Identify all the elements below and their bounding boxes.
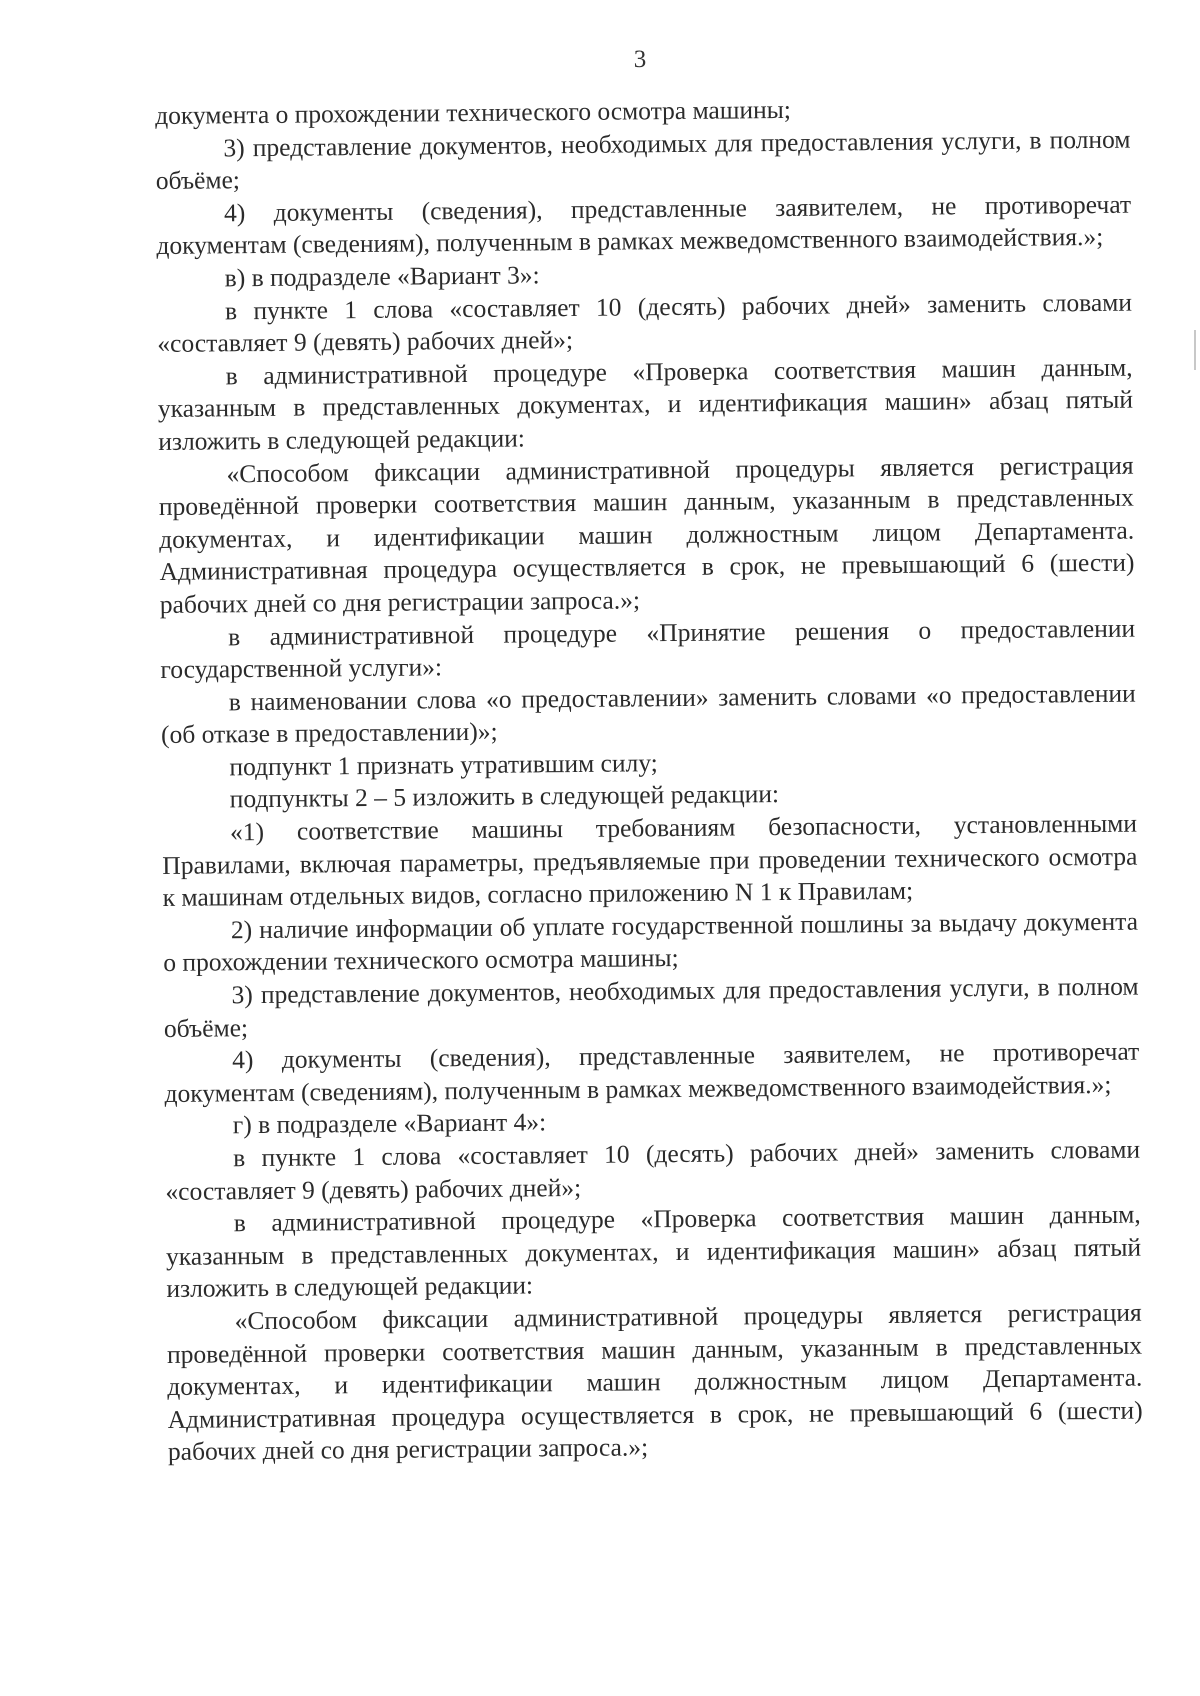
paragraph: в пункте 1 слова «составляет 10 (десять) рабочих дней» заменить словами «составляет 9 (девять) рабочих дней»; <box>157 287 1133 359</box>
paragraph: в административной процедуре «Проверка соответствия машин данным, указанным в представленных документах, и идентификация машин» абзац пятый изложить в следующей редакции: <box>157 352 1134 456</box>
paragraph: в наименовании слова «о предоставлении» заменить словами «о предоставлении (об отказе в предоставлении)»; <box>160 678 1136 750</box>
document-body <box>155 91 1143 1469</box>
paragraph: 3) представление документов, необходимых для предоставления услуги, в полном объёме; <box>163 971 1139 1043</box>
scan-edge-mark <box>1194 330 1196 370</box>
paragraph: 3) представление документов, необходимых для предоставления услуги, в полном объёме; <box>155 124 1131 196</box>
page-number: 3 <box>633 46 647 73</box>
paragraph: в) в подразделе «Вариант 3»: <box>224 260 540 293</box>
paragraph: «Способом фиксации административной процедуры является регистрация проведённой проверки соответствия машин данным, указанным в представленных документах, и идентификации машин должностным лицом Департамента. Административная процедура осуществляется в срок, не превышающий 6 (шести) рабочих дней со дня регистрации запроса.»; <box>166 1297 1143 1467</box>
paragraph: г) в подразделе «Вариант 4»: <box>232 1107 547 1140</box>
paragraph: в административной процедуре «Проверка соответствия машин данным, указанным в представленных документах, и идентификация машин» абзац пятый изложить в следующей редакции: <box>165 1199 1142 1304</box>
paragraph: подпункты 2 – 5 изложить в следующей редакции: <box>229 779 780 814</box>
paragraph: «Способом фиксации административной процедуры является регистрация проведённой проверки соответствия машин данным, указанным в представленных документах, и идентификации машин должностным лицом Департамента. Административная процедура осуществляется в срок, не превышающий 6 (шести) рабочих дней со дня регистрации запроса.»; <box>158 450 1135 619</box>
paragraph: в административной процедуре «Принятие решения о предоставлении государственной услуги»: <box>160 613 1136 685</box>
paragraph: «1) соответствие машины требованиям безопасности, установленными Правилами, включая параметры, предъявляемые при проведении технического осмотра к машинам отдельных видов, согласно приложению N 1 к Правилам; <box>162 808 1138 913</box>
paragraph: документа о прохождении технического осмотра машины; <box>155 94 792 130</box>
paragraph: 4) документы (сведения), представленные заявителем, не противоречат документам (сведениям), полученным в рамках межведомственного взаимодействия.»; <box>156 189 1132 261</box>
paragraph: 4) документы (сведения), представленные заявителем, не противоречат документам (сведениям), полученным в рамках межведомственного взаимодействия.»; <box>164 1036 1140 1108</box>
paragraph: 2) наличие информации об уплате государственной пошлины за выдачу документа о прохождении технического осмотра машины; <box>163 906 1139 978</box>
paragraph: в пункте 1 слова «составляет 10 (десять) рабочих дней» заменить словами «составляет 9 (девять) рабочих дней»; <box>165 1134 1141 1206</box>
paragraph: подпункт 1 признать утратившим силу; <box>229 748 658 782</box>
